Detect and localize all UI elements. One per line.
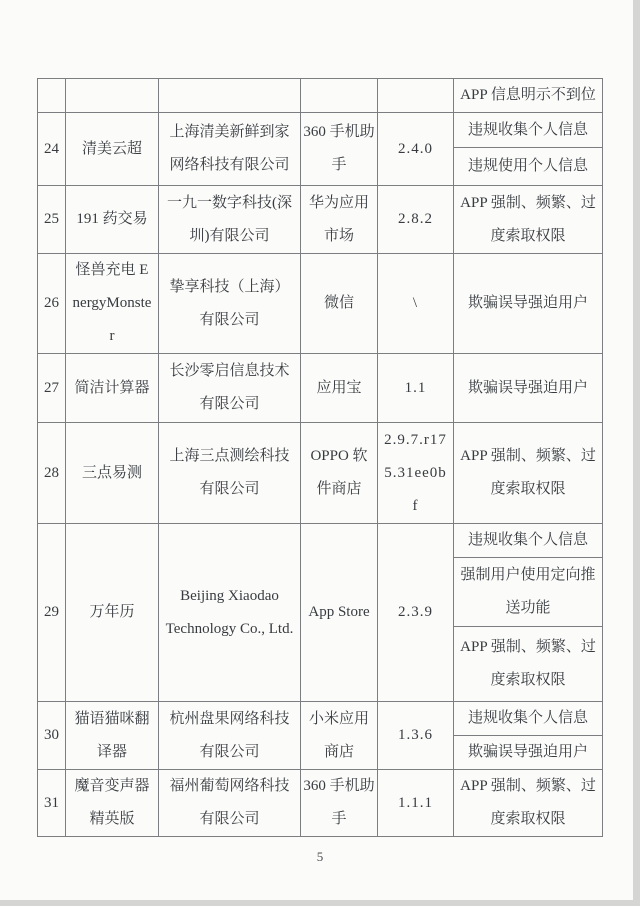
- cell-version: 1.3.6: [378, 702, 454, 770]
- cell-version: \: [378, 254, 454, 354]
- cell-developer: Beijing Xiaodao Technology Co., Ltd.: [159, 524, 301, 702]
- table-row: [38, 423, 603, 524]
- cell-app-name: [66, 79, 159, 113]
- cell-store: 360 手机助手: [301, 770, 378, 837]
- cell-version: 2.3.9: [378, 524, 454, 702]
- cell-version: 2.8.2: [378, 186, 454, 254]
- cell-developer: 上海清美新鲜到家网络科技有限公司: [159, 113, 301, 186]
- cell-violation: APP 强制、频繁、过度索取权限: [454, 627, 603, 702]
- page-number: 5: [316, 849, 324, 864]
- cell-store: 360 手机助手: [301, 113, 378, 186]
- cell-violation: APP 强制、频繁、过度索取权限: [454, 770, 603, 837]
- cell-violation: 违规收集个人信息: [454, 524, 603, 558]
- cell-violation: APP 强制、频繁、过度索取权限: [454, 186, 603, 254]
- cell-version: 1.1.1: [378, 770, 454, 837]
- cell-seq-no: 31: [38, 770, 66, 837]
- scan-edge-bottom: [0, 900, 640, 906]
- cell-developer: 长沙零启信息技术有限公司: [159, 354, 301, 423]
- cell-version: [378, 79, 454, 113]
- cell-violation: 违规使用个人信息: [454, 148, 603, 186]
- cell-developer: [159, 79, 301, 113]
- cell-app-name: 猫语猫咪翻译器: [66, 702, 159, 770]
- table-row: [38, 186, 603, 254]
- table-row: [38, 524, 603, 558]
- cell-seq-no: 27: [38, 354, 66, 423]
- cell-seq-no: 25: [38, 186, 66, 254]
- cell-seq-no: 24: [38, 113, 66, 186]
- cell-app-name: 清美云超: [66, 113, 159, 186]
- cell-app-name: 191 药交易: [66, 186, 159, 254]
- cell-developer: 杭州盘果网络科技有限公司: [159, 702, 301, 770]
- cell-store: OPPO 软件商店: [301, 423, 378, 524]
- app-violations-table: [37, 78, 603, 837]
- cell-violation: APP 信息明示不到位: [454, 79, 603, 113]
- table-row: [38, 354, 603, 423]
- table-row: [38, 79, 603, 113]
- cell-seq-no: 30: [38, 702, 66, 770]
- cell-violation: 欺骗误导强迫用户: [454, 254, 603, 354]
- cell-store: 华为应用市场: [301, 186, 378, 254]
- cell-store: App Store: [301, 524, 378, 702]
- cell-app-name: 简洁计算器: [66, 354, 159, 423]
- cell-app-name: 怪兽充电 EnergyMonster: [66, 254, 159, 354]
- cell-version: 2.9.7.r175.31ee0bf: [378, 423, 454, 524]
- cell-developer: 挚享科技（上海）有限公司: [159, 254, 301, 354]
- cell-store: 微信: [301, 254, 378, 354]
- cell-violation: 欺骗误导强迫用户: [454, 354, 603, 423]
- cell-app-name: 万年历: [66, 524, 159, 702]
- cell-violation: 违规收集个人信息: [454, 113, 603, 148]
- cell-seq-no: 28: [38, 423, 66, 524]
- cell-developer: 福州葡萄网络科技有限公司: [159, 770, 301, 837]
- cell-store: 小米应用商店: [301, 702, 378, 770]
- cell-developer: 上海三点测绘科技有限公司: [159, 423, 301, 524]
- cell-violation: 欺骗误导强迫用户: [454, 736, 603, 770]
- cell-developer: 一九一数字科技(深圳)有限公司: [159, 186, 301, 254]
- table-row: [38, 113, 603, 148]
- table-row: [38, 254, 603, 354]
- table-row: [38, 702, 603, 736]
- cell-seq-no: 26: [38, 254, 66, 354]
- cell-version: 2.4.0: [378, 113, 454, 186]
- cell-violation: 违规收集个人信息: [454, 702, 603, 736]
- cell-store: 应用宝: [301, 354, 378, 423]
- table-row: [38, 770, 603, 837]
- cell-version: 1.1: [378, 354, 454, 423]
- cell-app-name: 魔音变声器精英版: [66, 770, 159, 837]
- cell-app-name: 三点易测: [66, 423, 159, 524]
- cell-violation: APP 强制、频繁、过度索取权限: [454, 423, 603, 524]
- cell-seq-no: 29: [38, 524, 66, 702]
- cell-store: [301, 79, 378, 113]
- cell-violation: 强制用户使用定向推送功能: [454, 558, 603, 627]
- scan-edge-right: [633, 0, 640, 906]
- cell-seq-no: [38, 79, 66, 113]
